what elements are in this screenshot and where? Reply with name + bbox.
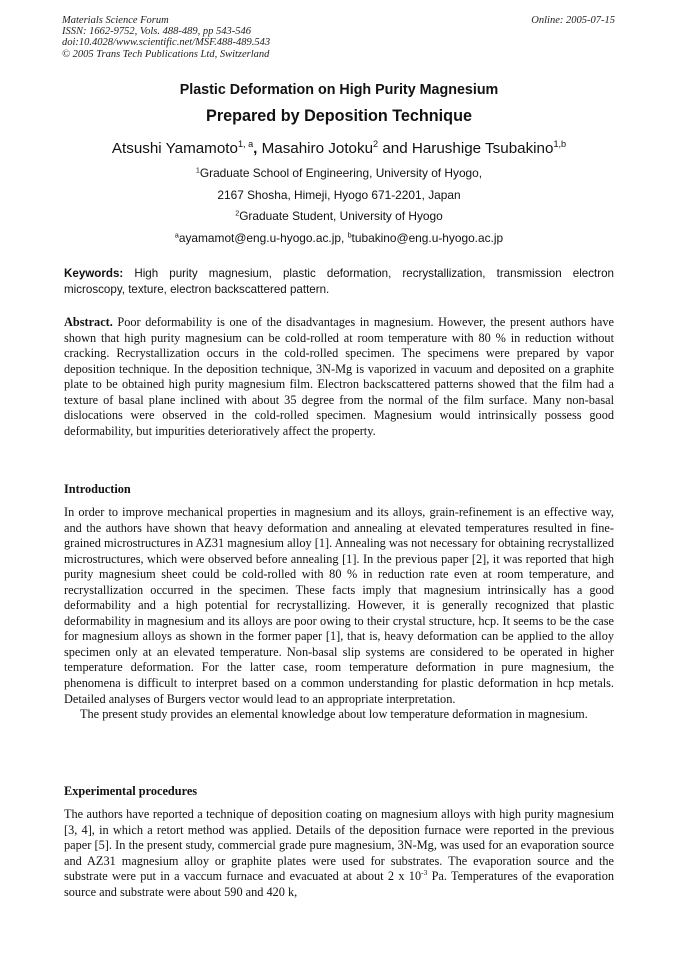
abstract-text: Poor deformability is one of the disadvantages in magnesium. However, the present authors have shown that high purity magnesium can be cold-rolled at room temperature with 80 % in reduction without cracking. Recrystallization occurs in the cold-rolled specimen. The specimens were prepared by vapor deposition technique. In the deposition technique, 3N-Mg is vaporized in vacuum and deposited on a graphite plate to be obtained high purity magnesium film. Electron backscattered patterns showed that the film had a texture of basal plane inclined with about 35 degree from the normal of the film surface. Many non-basal dislocations were observed in the cold-rolled specimen. Magnesium would intrinsically possess good deformability, but impurities deterioratively affect the property.	[64, 315, 614, 438]
email-separator: ,	[340, 231, 348, 245]
copyright-line: © 2005 Trans Tech Publications Ltd, Switzerland	[62, 48, 270, 60]
email-mark: a	[174, 231, 179, 240]
journal-name: Materials Science Forum	[62, 15, 169, 26]
keywords-text: High purity magnesium, plastic deformation, recrystallization, transmission electron microscopy, texture, electron backscattered pattern.	[64, 267, 614, 296]
email-mark: b	[347, 231, 352, 240]
introduction-paragraph-2: The present study provides an elemental knowledge about low temperature deformation in magnesium.	[80, 707, 588, 722]
author-separator: ,	[253, 140, 262, 157]
keywords-block	[64, 266, 614, 297]
section-heading-introduction: Introduction	[64, 482, 131, 496]
issn-line: ISSN: 1662-9752, Vols. 488-489, pp 543-546	[62, 26, 251, 38]
email-link-a[interactable]: ayamamot@eng.u-hyogo.ac.jp	[178, 231, 341, 245]
experimental-body	[64, 807, 614, 900]
author-separator: and	[378, 140, 412, 157]
experimental-paragraph-1	[64, 807, 614, 900]
author-name: Atsushi Yamamoto	[111, 140, 238, 157]
author-affiliation-mark: 2	[373, 139, 379, 150]
affiliation-mark: 2	[235, 209, 240, 218]
experimental-text: Pa. Temperatures of the evaporation source and substrate were about 590 and 420 k,	[64, 869, 614, 899]
paper-title-line2: Prepared by Deposition Technique	[206, 107, 472, 125]
keywords-label: Keywords:	[64, 267, 124, 280]
introduction-body	[64, 505, 614, 723]
paper-title-line1: Plastic Deformation on High Purity Magnesium	[179, 82, 499, 98]
email-link-b[interactable]: tubakino@eng.u-hyogo.ac.jp	[351, 231, 504, 245]
abstract-block	[64, 315, 614, 439]
affiliation-1-line2: 2167 Shosha, Himeji, Hyogo 671-2201, Japan	[217, 188, 461, 202]
author-affiliation-mark: 1, a	[237, 139, 254, 150]
online-date: Online: 2005-07-15	[531, 15, 615, 26]
doi-line: doi:10.4028/www.scientific.net/MSF.488-489.543	[62, 37, 271, 49]
affiliation-mark: 1	[195, 166, 200, 175]
exponent: -3	[421, 868, 428, 878]
affiliation-text: Graduate Student, University of Hyogo	[239, 209, 443, 223]
section-heading-experimental: Experimental procedures	[64, 784, 198, 798]
abstract-label: Abstract.	[64, 315, 113, 329]
affiliation-2	[0, 209, 678, 223]
author-name: Harushige Tsubakino	[411, 140, 554, 157]
journal-header	[62, 15, 270, 60]
affiliation-text: Graduate School of Engineering, University of Hyogo,	[199, 166, 483, 180]
introduction-paragraph-1: In order to improve mechanical properties in magnesium and its alloys, grain-refinement is an effective way, and the authors have shown that heavy deformation and annealing at elevated temperatures resulted in fine-grained microstructures in AZ31 magnesium alloy [1]. Annealing was not necessary for obtaining recrystallized microstructures, which were observed before annealing [1]. In the previous paper [2], it was reported that high purity magnesium sheet could be cold-rolled with 80 % in reduction rate even at room temperature, and recrystallization occurred in the specimen. These facts imply that magnesium intrinsically has a good deformability and a high potential for recrystallizing. However, it is generally recognized that plastic deformability in magnesium and its alloys are poor owing to their crystal structure, hcp. It seems to be the case for magnesium alloys as shown in the former paper [1], that is, heavy deformation can be applied to the alloy specimen only at an elevated temperature. Non-basal slip systems are considered to be operated in higher temperature deformation. For the latter case, room temperature deformation in pure magnesium, the phenomena is difficult to interpret based on a common understanding for plastic deformation in hcp metals. Detailed analyses of Burgers vector would lead to an appropriate interpretation.	[64, 505, 614, 706]
author-emails	[0, 231, 678, 245]
author-affiliation-mark: 1,b	[553, 139, 567, 150]
author-list	[0, 140, 678, 157]
author-name: Masahiro Jotoku	[261, 140, 374, 157]
affiliation-1-line1	[0, 166, 678, 180]
experimental-text: The authors have reported a technique of deposition coating on magnesium alloys with high purity magnesium [3, 4], in which a retort method was applied. Details of the deposition furnace were reported in the previous paper [5]. In the present study, commercial grade pure magnesium, 3N-Mg, was used for an evaporation source and AZ31 magnesium alloy or graphite plates were used for substrates. The evaporation source and the substrate were put in a vaccum furnace and evacuated at about 2 x 10	[64, 807, 614, 884]
